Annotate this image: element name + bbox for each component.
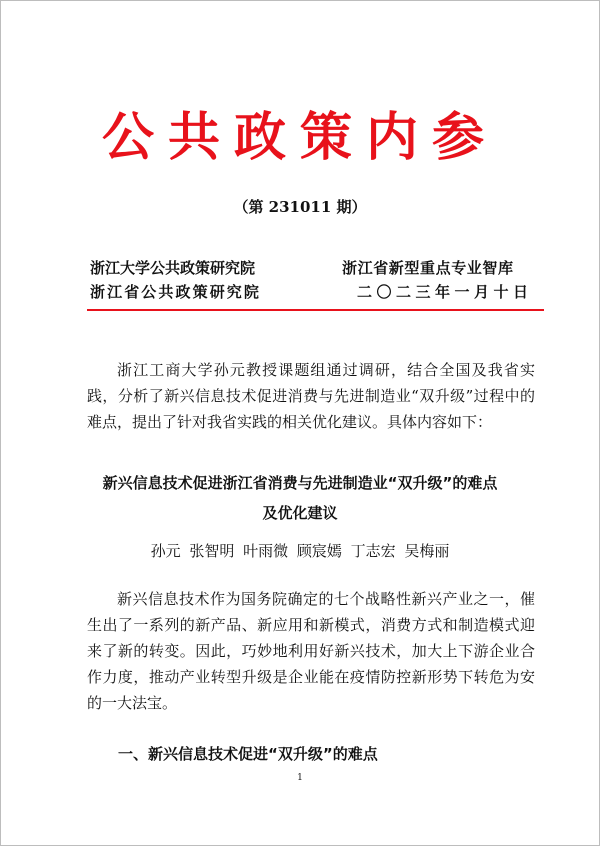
issue-number: （第 231011 期）: [233, 198, 367, 216]
body-paragraph: 新兴信息技术作为国务院确定的七个战略性新兴产业之一，催生出了一系列的新产品、新应用和新模式，消费方式和制造模式迎来了新的转变。因此，巧妙地利用好新兴技术，加大上下游企业合作力度，推动产业转型升级是企业能在疫情防控新形势下转危为安的一大法宝。: [87, 590, 535, 712]
author-list: 孙元 张智明 叶雨微 顾宸嫣 丁志宏 吴梅丽: [150, 542, 450, 560]
section-heading: 一、新兴信息技术促进“双升级”的难点: [118, 745, 378, 763]
org-think-tank: 浙江省新型重点专业智库: [342, 259, 514, 277]
org-zju-institute: 浙江大学公共政策研究院: [90, 259, 256, 277]
article-title-line-1: 新兴信息技术促进浙江省消费与先进制造业“双升级”的难点: [102, 474, 498, 492]
header-divider: [87, 309, 544, 311]
masthead-title: 公共政策内参: [101, 107, 498, 168]
article-title: [70, 468, 530, 528]
publication-date: 二〇二三年一月十日: [357, 283, 533, 301]
intro-paragraph: 浙江工商大学孙元教授课题组通过调研，结合全国及我省实践，分析了新兴信息技术促进消费与先进制造业“双升级”过程中的难点，提出了针对我省实践的相关优化建议。具体内容如下：: [87, 361, 535, 431]
org-zhejiang-institute: 浙江省公共政策研究院: [90, 283, 262, 301]
page-number: 1: [297, 773, 303, 783]
article-title-line-2: 及优化建议: [262, 504, 338, 522]
